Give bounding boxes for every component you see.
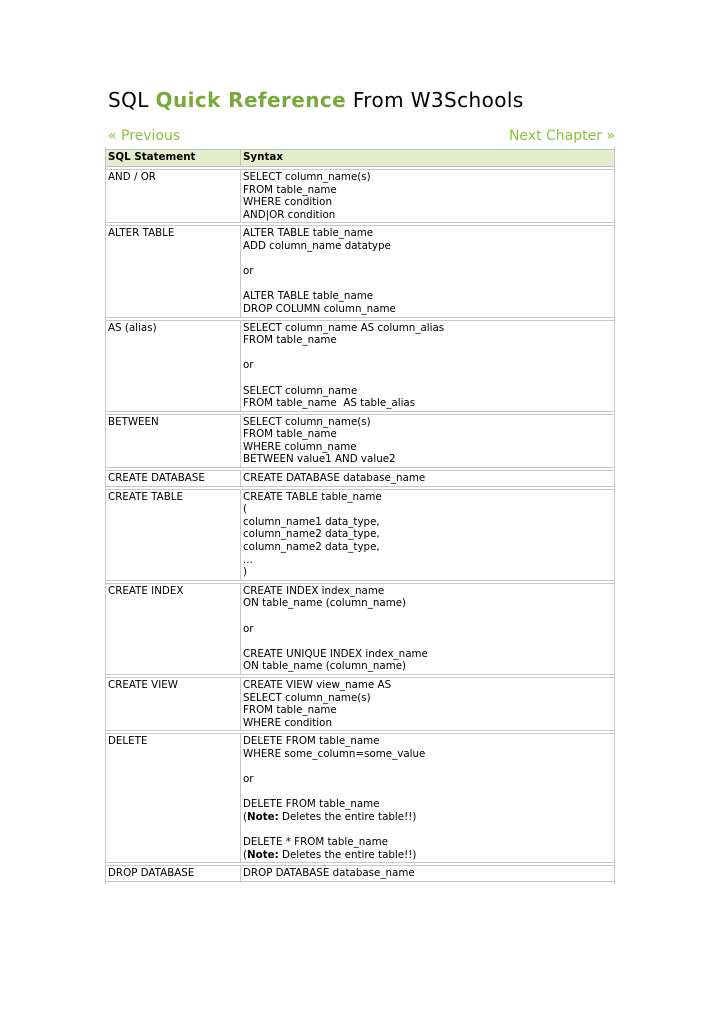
- syntax-blank-line: [243, 278, 612, 291]
- syntax-line: DROP DATABASE database_name: [243, 867, 415, 880]
- syntax-line: ON table_name (column_name): [243, 660, 407, 673]
- syntax-line: CREATE UNIQUE INDEX index_name: [243, 647, 428, 660]
- syntax-line: WHERE condition: [243, 716, 332, 729]
- syntax-line: CREATE DATABASE database_name: [243, 472, 426, 485]
- table-row: [106, 414, 614, 468]
- next-chapter-link[interactable]: Next Chapter »: [508, 128, 615, 144]
- syntax-line: ON table_name (column_name): [243, 597, 407, 610]
- syntax-line: FROM table_name: [243, 428, 337, 441]
- syntax-line: FROM table_name: [243, 334, 337, 347]
- syntax-line: or: [243, 265, 254, 278]
- title-highlight: Quick Reference: [155, 88, 347, 112]
- table-row: [106, 489, 614, 581]
- syntax-cell: [241, 733, 614, 863]
- sql-statement-cell: CREATE VIEW: [106, 677, 241, 731]
- header-syntax: Syntax: [241, 149, 614, 167]
- syntax-line: CREATE TABLE table_name: [243, 490, 382, 503]
- syntax-line: ALTER TABLE table_name: [243, 290, 374, 303]
- syntax-cell: [241, 677, 614, 731]
- syntax-line: DROP COLUMN column_name: [243, 302, 396, 315]
- syntax-cell: [241, 225, 614, 317]
- syntax-cell: [241, 583, 614, 675]
- previous-link[interactable]: « Previous: [108, 128, 181, 144]
- syntax-line: SELECT column_name(s): [243, 691, 371, 704]
- syntax-line: WHERE some_column=some_value: [243, 747, 426, 760]
- syntax-blank-line: [243, 786, 612, 799]
- syntax-line: DELETE FROM table_name: [243, 798, 380, 811]
- syntax-cell: [241, 414, 614, 468]
- note-label: Note:: [247, 848, 279, 861]
- syntax-line: SELECT column_name(s): [243, 171, 371, 183]
- syntax-cell: [241, 169, 614, 223]
- syntax-line: ADD column_name datatype: [243, 239, 391, 252]
- syntax-line: or: [243, 359, 254, 372]
- syntax-line: column_name2 data_type,: [243, 528, 380, 541]
- table-row: [106, 320, 614, 412]
- syntax-blank-line: [243, 635, 612, 648]
- syntax-line: column_name1 data_type,: [243, 515, 380, 528]
- table-row: [106, 865, 614, 882]
- note-text: Deletes the entire table!!): [278, 848, 417, 861]
- syntax-cell: [241, 489, 614, 581]
- syntax-line: WHERE column_name: [243, 440, 357, 453]
- syntax-line: AND|OR condition: [243, 208, 336, 221]
- sql-statement-cell: DELETE: [106, 733, 241, 863]
- sql-statement-cell: BETWEEN: [106, 414, 241, 468]
- syntax-cell: [241, 865, 614, 882]
- syntax-note-line: (Note: Deletes the entire table!!): [243, 848, 417, 861]
- table-row: [106, 470, 614, 487]
- syntax-blank-line: [243, 610, 612, 623]
- sql-statement-cell: AND / OR: [106, 169, 241, 223]
- syntax-blank-line: [243, 824, 612, 837]
- sql-statement-cell: CREATE TABLE: [106, 489, 241, 581]
- syntax-line: SELECT column_name: [243, 384, 358, 397]
- syntax-line: BETWEEN value1 AND value2: [243, 453, 396, 466]
- reference-table: [105, 147, 615, 884]
- table-row: [106, 677, 614, 731]
- sql-statement-cell: AS (alias): [106, 320, 241, 412]
- syntax-line: DELETE * FROM table_name: [243, 836, 388, 849]
- table-row: [106, 733, 614, 863]
- syntax-note-line: (Note: Deletes the entire table!!): [243, 810, 417, 823]
- syntax-blank-line: [243, 253, 612, 266]
- syntax-line: DELETE FROM table_name: [243, 735, 380, 748]
- syntax-line: FROM table_name: [243, 183, 337, 196]
- table-row: [106, 225, 614, 317]
- syntax-cell: [241, 320, 614, 412]
- syntax-line: FROM table_name: [243, 704, 337, 717]
- syntax-line: CREATE INDEX index_name: [243, 584, 385, 597]
- syntax-line: SELECT column_name AS column_alias: [243, 321, 445, 334]
- syntax-blank-line: [243, 347, 612, 360]
- syntax-line: ...: [243, 553, 253, 566]
- header-sql-statement: SQL Statement: [106, 149, 241, 167]
- syntax-line: SELECT column_name(s): [243, 415, 371, 428]
- syntax-line: ): [243, 566, 248, 579]
- syntax-line: FROM table_name AS table_alias: [243, 397, 416, 410]
- syntax-line: or: [243, 773, 254, 786]
- syntax-blank-line: [243, 761, 612, 774]
- syntax-line: CREATE VIEW view_name AS: [243, 678, 392, 691]
- note-text: Deletes the entire table!!): [278, 810, 417, 823]
- syntax-cell: [241, 470, 614, 487]
- syntax-blank-line: [243, 372, 612, 385]
- syntax-line: ALTER TABLE table_name: [243, 227, 374, 240]
- sql-statement-cell: CREATE DATABASE: [106, 470, 241, 487]
- syntax-line: (: [243, 503, 248, 516]
- note-label: Note:: [247, 810, 279, 823]
- title-prefix: SQL: [108, 88, 149, 112]
- sql-statement-cell: CREATE INDEX: [106, 583, 241, 675]
- table-header-row: [106, 149, 614, 167]
- syntax-line: WHERE condition: [243, 196, 332, 209]
- title-suffix: From W3Schools: [352, 88, 524, 112]
- page-title: [108, 88, 524, 112]
- sql-statement-cell: DROP DATABASE: [106, 865, 241, 882]
- table-row: [106, 583, 614, 675]
- syntax-line: or: [243, 622, 254, 635]
- chapter-nav: [108, 128, 615, 146]
- table-row: [106, 169, 614, 223]
- sql-statement-cell: ALTER TABLE: [106, 225, 241, 317]
- syntax-line: column_name2 data_type,: [243, 541, 380, 554]
